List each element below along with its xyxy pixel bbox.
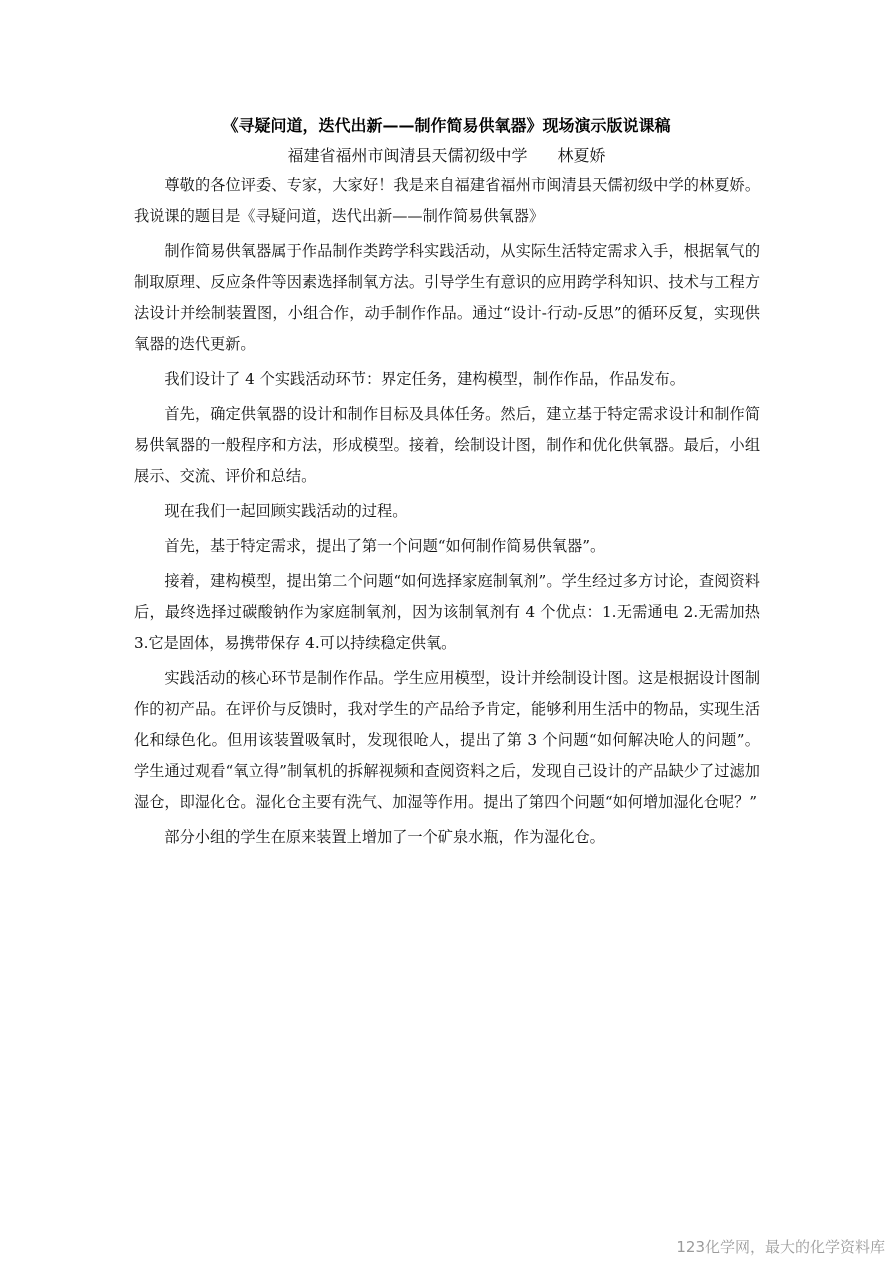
document-title: 《寻疑问道，迭代出新——制作简易供氧器》现场演示版说课稿 <box>222 116 671 135</box>
author-school: 福建省福州市闽清县天儒初级中学 <box>287 146 528 165</box>
paragraph-question-two: 接着，建构模型，提出第二个问题“如何选择家庭制氧剂”。学生经过多方讨论，查阅资料后，最终选择过碳酸钠作为家庭制氧剂，因为该制氧剂有 4 个优点：1.无需通电 2.无需加热 3.它是固体，易携带保存 4.可以持续稳定供氧。 <box>134 572 760 652</box>
paragraph-review: 现在我们一起回顾实践活动的过程。 <box>164 502 408 520</box>
author-name: 林夏娇 <box>557 146 606 165</box>
paragraph-overview: 制作简易供氧器属于作品制作类跨学科实践活动，从实际生活特定需求入手，根据氧气的制取原理、反应条件等因素选择制氧方法。引导学生有意识的应用跨学科知识、技术与工程方法设计并绘制装置图，小组合作，动手制作作品。通过“设计-行动-反思”的循环反复，实现供氧器的迭代更新。 <box>134 242 760 353</box>
paragraph-stages: 我们设计了 4 个实践活动环节：界定任务，建构模型，制作作品，作品发布。 <box>164 370 685 388</box>
paragraph-question-one: 首先，基于特定需求，提出了第一个问题“如何制作简易供氧器”。 <box>164 537 606 555</box>
document-body <box>134 170 760 857</box>
paragraph-core-stage: 实践活动的核心环节是制作作品。学生应用模型，设计并绘制设计图。这是根据设计图制作的初产品。在评价与反馈时，我对学生的产品给予肯定，能够利用生活中的物品，实现生活化和绿色化。但用该装置吸氧时，发现很呛人，提出了第 3 个问题“如何解决呛人的问题”。学生通过观看“氧立得”制氧机的拆解视频和查阅资料之后，发现自己设计的产品缺少了过滤加湿仓，即湿化仓。湿化仓主要有洗气、加湿等作用。提出了第四个问题“如何增加湿化仓呢？” <box>134 669 760 811</box>
paragraph-greeting: 尊敬的各位评委、专家，大家好！我是来自福建省福州市闽清县天儒初级中学的林夏娇。我说课的题目是《寻疑问道，迭代出新——制作简易供氧器》 <box>134 176 760 225</box>
author-line <box>0 143 893 169</box>
paragraph-procedure: 首先，确定供氧器的设计和制作目标及具体任务。然后，建立基于特定需求设计和制作简易供氧器的一般程序和方法，形成模型。接着，绘制设计图，制作和优化供氧器。最后，小组展示、交流、评价和总结。 <box>134 405 760 485</box>
footer-watermark: 123化学网，最大的化学资料库 <box>676 1238 885 1256</box>
paragraph-humidifier: 部分小组的学生在原来装置上增加了一个矿泉水瓶，作为湿化仓。 <box>164 828 605 846</box>
